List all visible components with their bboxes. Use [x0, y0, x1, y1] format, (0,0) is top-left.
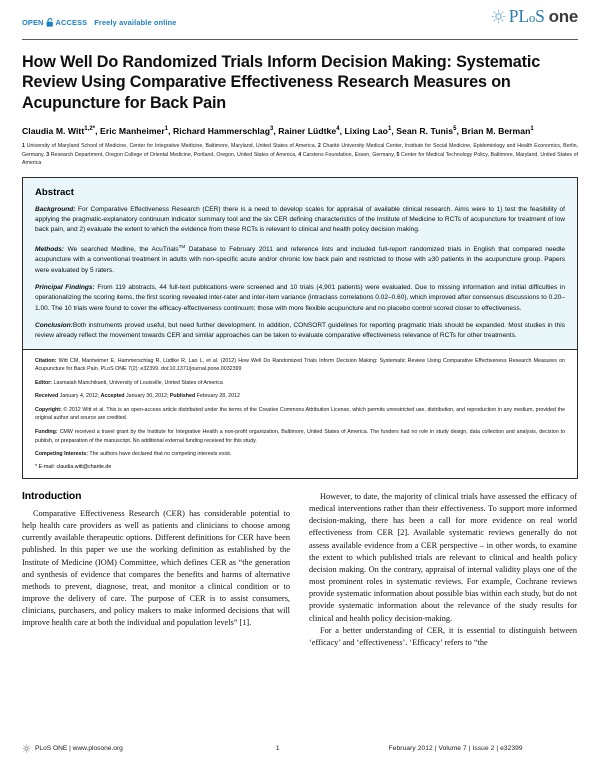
footer-issue-info: February 2012 | Volume 7 | Issue 2 | e32399 — [388, 745, 523, 752]
open-access-tagline: Freely available online — [94, 18, 177, 27]
abstract-methods — [35, 243, 565, 276]
abstract-methods-text-a: We searched Medline, the AcuTrials — [64, 245, 179, 253]
received-date: January 4, 2012; — [58, 393, 101, 400]
abstract-principal-findings — [35, 283, 565, 314]
citation-label: Citation: — [35, 357, 57, 364]
accepted-date: January 30, 2012; — [124, 393, 170, 400]
introduction-heading: Introduction — [22, 490, 82, 502]
editor-line — [35, 379, 565, 388]
introduction-paragraph-2: However, to date, the majority of clinical trials have assessed the efficacy of medical interventions rather than their effectiveness. To support more informed decision-making, there has been a call for more evidence on real world effectiveness from CER [2]. Available systematic reviews generally do not assess available evidence from a CER perspective – in other words, to examine the extent to which published trials are relevant to clinical and health policy decision making. On the contrary, appraisal of internal validity plays one of the most prominent roles in systematic reviews. For example, Cochrane reviews provide systematic information about possible bias within each study, but do not provide systematic information about the relevance of the study results for clinical and health policy decision-making. — [309, 491, 577, 623]
page-footer — [22, 744, 578, 753]
body-columns — [22, 491, 578, 649]
abstract-conclusion-label: Conclusion: — [35, 321, 73, 329]
plos-sunburst-icon — [491, 9, 506, 24]
abstract-section — [22, 177, 578, 350]
dates-line — [35, 392, 565, 401]
competing-interests-text: The authors have declared that no competing interests exist. — [87, 451, 232, 458]
copyright-label: Copyright: — [35, 406, 62, 413]
open-access-open-label: OPEN — [22, 18, 44, 27]
abstract-conclusion-text: Both instruments proved useful, but need further development. In addition, CONSORT guidelines for reporting pragmatic trials should be expanded. Most studies in this review already reflect the movement towards CER and similar approaches can be taken to evaluate comparative effectiveness relevance of RCTs for other treatments. — [35, 321, 565, 340]
affiliation-list: 1 University of Maryland School of Medicine, Center for Integrative Medicine, Baltimore, Maryland, United States of America, 2 Charité University Medical Center, Institute for Social Medicine, Epidemiology and Health Economics, Berlin, Germany, 3 Research Department, Oregon College of Oriental Medicine, Portland, Oregon, United States of America, 4 Carstens Foundation, Essen, Germany, 5 Center for Medical Technology Policy, Baltimore, Maryland, United States of America — [22, 143, 579, 167]
published-label: Published — [169, 393, 196, 400]
plos-one-logo — [491, 8, 578, 26]
plos-wordmark-s: S — [535, 6, 545, 26]
competing-interests-line — [35, 450, 565, 459]
plos-wordmark — [509, 8, 578, 26]
funding-line — [35, 428, 565, 445]
plos-wordmark-o: o — [528, 10, 536, 25]
editor-text: Laxmaiah Manchikanti, University of Louisville, United States of America — [52, 379, 223, 386]
competing-interests-label: Competing Interests: — [35, 451, 88, 458]
abstract-findings-label: Principal Findings: — [35, 283, 95, 291]
corresponding-email[interactable]: * E-mail: claudia.witt@charite.de — [35, 463, 112, 470]
published-date: February 28, 2012 — [195, 393, 240, 400]
article-title: How Well Do Randomized Trials Inform Decision Making: Systematic Review Using Comparative Effectiveness Research Measures on Acupuncture for Back Pain — [22, 53, 541, 112]
introduction-paragraph-1: Comparative Effectiveness Research (CER) has considerable potential to help health care providers as well as patients and clinicians to choose among currently available therapeutic options. Different definitions for CER have been published. In this paper we use the working definition as established by the Institute of Medicine (IOM) Committee, which defines CER as “the generation and synthesis of evidence that compares the benefits and harms of alternative methods to prevent, diagnose, treat, and monitor a clinical condition or to improve the delivery of care. The purpose of CER is to assist consumers, clinicians, purchasers, and policy makers to make informed decisions that will improve health care at both the individual and population levels” [1]. — [22, 508, 290, 628]
citation-text: Witt CM, Manheimer E, Hammerschlag R, Lüdtke R, Lao L, et al. (2012) How Well Do Randomized Trials Inform Decision Making: Systematic Review Using Comparative Effectiveness Research Measures on Acupuncture for Back Pain. PLoS ONE 7(2): e32399. doi:10.1371/journal.pone.0032399 — [35, 357, 565, 373]
page-header — [22, 0, 578, 40]
accepted-label: Accepted — [100, 393, 125, 400]
body-column-left — [22, 491, 290, 649]
introduction-paragraph-3: For a better understanding of CER, it is essential to distinguish between ‘efficacy’ and ‘effectiveness’. ‘Efficacy’ refers to “the — [309, 625, 577, 648]
article-metadata — [22, 350, 578, 479]
abstract-background — [35, 205, 565, 236]
editor-label: Editor: — [35, 379, 53, 386]
footer-journal-url[interactable]: PLoS ONE | www.plosone.org — [35, 745, 123, 752]
abstract-conclusion — [35, 321, 565, 342]
copyright-text: © 2012 Witt et al. This is an open-access article distributed under the terms of the Creative Commons Attribution License, which permits unrestricted use, distribution, and reproduction in any medium, provided the original author and source are credited. — [35, 406, 565, 422]
abstract-methods-trademark: TM — [178, 243, 186, 249]
abstract-methods-label: Methods: — [35, 245, 65, 253]
funding-text: CMW received a travel grant by the Institute for Integrative Health a non-profit organization, Baltimore, United States of America. The funders had no role in study design, data collection and analysis, decision to publish, or preparation of the manuscript. No additional external funding received for this study. — [35, 429, 565, 444]
author-list: Claudia M. Witt$^{1,2*}$, Eric Manheimer$^1$, Richard Hammerschlag$^3$, Rainer Lüdtke$^4$, Lixing Lao$^1$, Sean R. Tunis$^5$, Brian M. Berman$^1$ — [22, 126, 534, 137]
received-label: Received — [35, 393, 59, 400]
plos-sunburst-icon-footer — [22, 744, 31, 753]
open-lock-icon — [46, 18, 54, 27]
abstract-methods-text-b: Database to February 2011 and reference lists and included full-report randomized trials in English that compared needle acupuncture with a conventional treatment in adults with non-specific acute and/or chronic low back pain and restricted to those with ≥30 patients in the acupuncture group. Papers were evaluated by 5 raters. — [35, 245, 565, 274]
funding-label: Funding: — [35, 429, 58, 436]
plos-wordmark-one: one — [548, 7, 578, 26]
footer-journal — [22, 744, 222, 753]
plos-wordmark-pl: PL — [508, 6, 529, 26]
copyright-line — [35, 406, 565, 423]
abstract-background-label: Background: — [35, 205, 76, 213]
footer-page-number: 1 — [275, 745, 280, 752]
open-access-access-label: ACCESS — [55, 18, 88, 27]
body-column-right — [309, 491, 577, 649]
abstract-background-text: For Comparative Effectiveness Research (CER) there is a need to develop scales for appraisal of available clinical research. Aims were to 1) test the feasibility of applying the pragmatic-explanatory continuum indicator summary tool and the six CER defining characteristics of the Institute of Medicine to RCTs of acupuncture for treatment of low back pain, and 2) evaluate the extent to which the evidence from these RCTs is relevant to clinical and health policy decision making. — [35, 205, 565, 234]
abstract-heading: Abstract — [35, 186, 74, 198]
citation-line — [35, 357, 565, 374]
abstract-findings-text: From 119 abstracts, 44 full-text publications were screened and 10 trials (4,901 patients) were evaluated. Due to missing information and initial difficulties in operationalizing the scoring items, the first scoring revealed inter-rater and inter-item variance (intraclass correlations 0.02–0.60), which improved after consensus discussions to 0.20–1.00. The 10 trials were found to cover the efficacy-effectiveness continuum; those with more flexible acupuncture and no placebo control scored closer to effectiveness. — [35, 283, 565, 312]
